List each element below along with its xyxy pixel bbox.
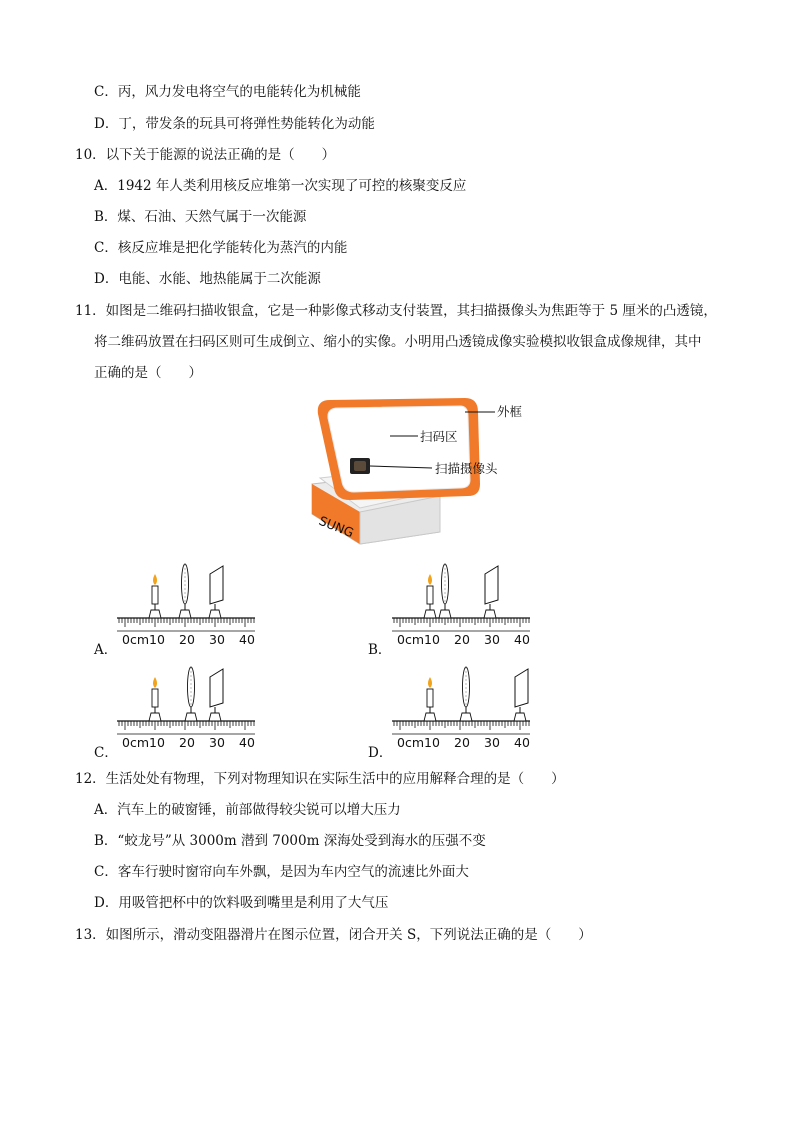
q10-option-b: B．煤、石油、天然气属于一次能源 [94,209,307,225]
light-screen [210,566,223,604]
holder [424,713,436,721]
q9-option-c: C．丙，风力发电将空气的电能转化为机械能 [94,84,361,100]
q10-option-c: C．核反应堆是把化学能转化为蒸汽的内能 [94,240,348,256]
holder [179,610,191,618]
holder [514,713,526,721]
ruler-label: 40 [514,735,530,750]
light-screen [515,669,528,707]
ruler-label: 0cm [397,632,425,647]
q10-option-a: A．1942 年人类利用核反应堆第一次实现了可控的核聚变反应 [94,178,467,194]
holder [209,610,221,618]
ruler-label: 10 [149,632,165,647]
ruler-label: 0cm [122,735,150,750]
ruler-label: 0cm [122,632,150,647]
q11-option-a-label: A． [94,642,118,658]
candle [152,689,158,707]
q10-stem: 10．以下关于能源的说法正确的是（ ） [75,147,336,163]
holder [439,610,451,618]
q11-option-b-label: B． [368,642,392,658]
ruler-label: 40 [239,632,255,647]
holder [424,610,436,618]
holder [484,610,496,618]
ruler-label: 10 [149,735,165,750]
brand-text: SUNG [316,512,356,541]
candle [427,586,433,604]
q12-option-b: B．“蛟龙号”从 3000m 潜到 7000m 深海处受到海水的压强不变 [94,833,486,849]
ruler-label: 20 [179,632,195,647]
optical-bench-a [115,562,265,650]
flame [153,677,157,688]
label-frame: 外框 [497,404,523,419]
candle [427,689,433,707]
q10-option-d: D．电能、水能、地热能属于二次能源 [94,271,321,287]
q12-stem: 12．生活处处有物理，下列对物理知识在实际生活中的应用解释合理的是（ ） [75,771,565,787]
q11-stem-line3: 正确的是（ ） [94,365,202,381]
optical-bench-d [390,665,540,753]
q11-option-c-label: C． [94,745,118,761]
q9-option-d: D．丁，带发条的玩具可将弹性势能转化为动能 [94,116,375,132]
ruler-label: 20 [454,632,470,647]
q13-stem: 13．如图所示，滑动变阻器滑片在图示位置，闭合开关 S，下列说法正确的是（ ） [75,927,592,943]
ruler-label: 30 [209,632,225,647]
q12-option-d: D．用吸管把杯中的饮料吸到嘴里是利用了大气压 [94,895,389,911]
flame [153,574,157,585]
ruler-label: 0cm [397,735,425,750]
optical-bench-c [115,665,265,753]
ruler-label: 40 [514,632,530,647]
ruler-label: 10 [424,735,440,750]
ruler-label: 20 [179,735,195,750]
ruler-label: 30 [209,735,225,750]
holder [185,713,197,721]
ruler-label: 30 [484,632,500,647]
q11-option-d-label: D． [368,745,393,761]
candle [152,586,158,604]
holder [149,610,161,618]
light-screen [485,566,498,604]
q11-stem-line1: 11．如图是二维码扫描收银盒，它是一种影像式移动支付装置，其扫描摄像头为焦距等于 5 厘米的凸透镜， [75,303,717,319]
ruler-label: 40 [239,735,255,750]
q12-option-a: A．汽车上的破窗锤，前部做得较尖锐可以增大压力 [94,802,401,818]
q12-option-c: C．客车行驶时窗帘向车外飘，是因为车内空气的流速比外面大 [94,864,469,880]
flame [428,574,432,585]
flame [428,677,432,688]
holder [149,713,161,721]
holder [460,713,472,721]
light-screen [210,669,223,707]
ruler-label: 30 [484,735,500,750]
label-camera: 扫描摄像头 [435,461,498,476]
ruler-label: 20 [454,735,470,750]
holder [209,713,221,721]
label-scan-area: 扫码区 [420,429,458,444]
q11-stem-line2: 将二维码放置在扫码区则可生成倒立、缩小的实像。小明用凸透镜成像实验模拟收银盒成像规律，其中 [94,334,702,350]
optical-bench-b [390,562,540,650]
ruler-label: 10 [424,632,440,647]
